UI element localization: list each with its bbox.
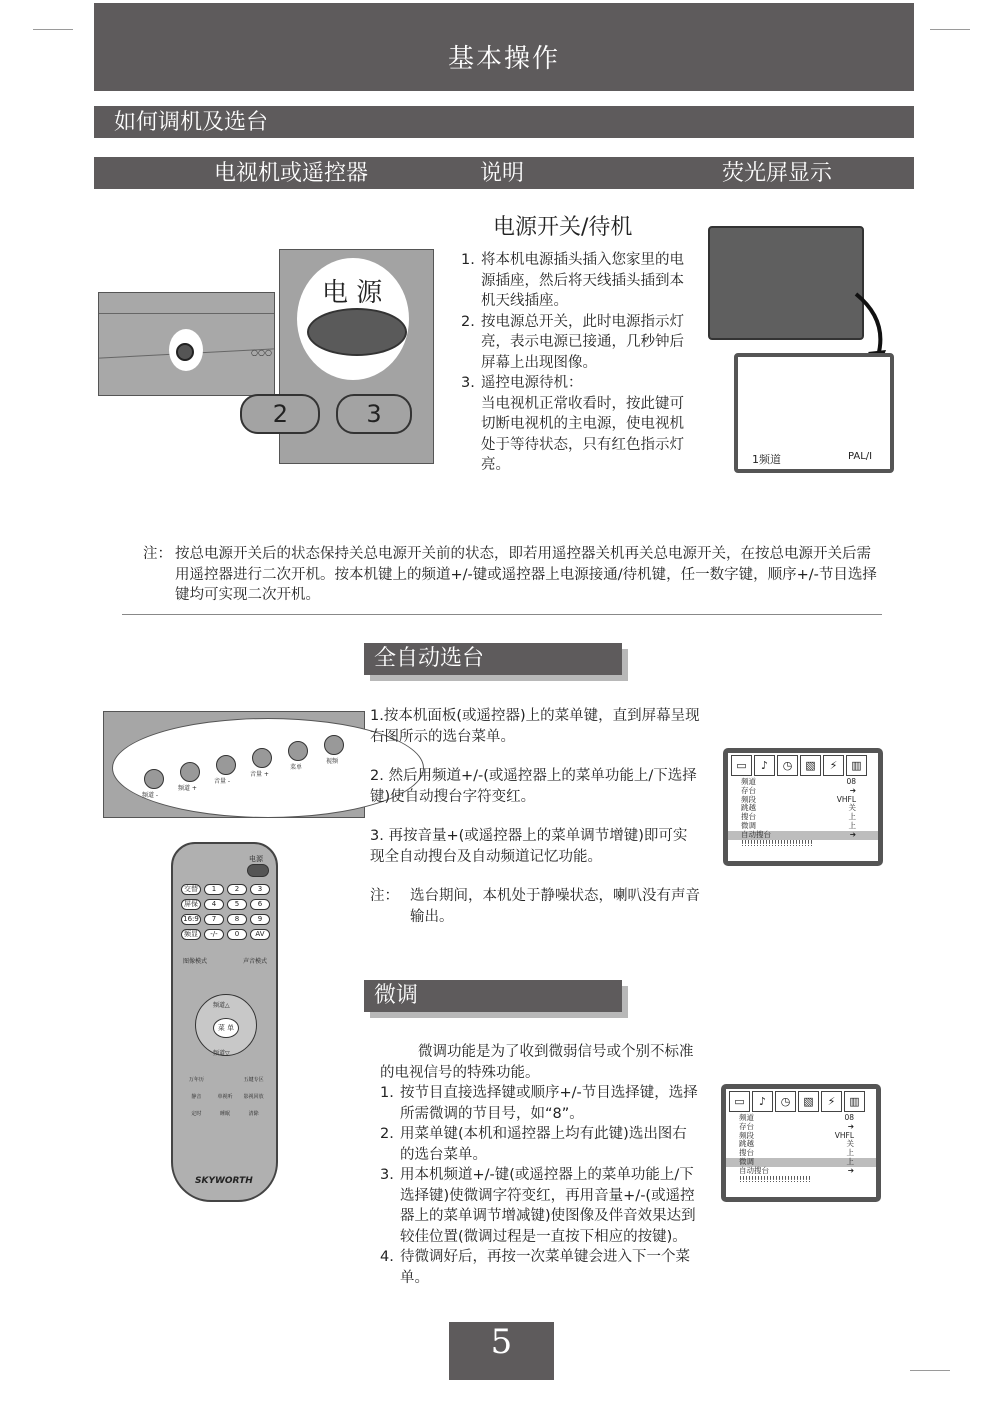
osd-row: 搜台 上 <box>739 1148 854 1158</box>
fine-tune-intro: 微调功能是为了收到微弱信号或个别不标准的电视信号的特殊功能。 <box>380 1044 694 1081</box>
panel-video-button[interactable] <box>324 735 344 755</box>
music-icon: ♪ <box>754 755 775 776</box>
auto-tune-instructions <box>370 706 700 927</box>
crop-mark <box>33 29 73 30</box>
list-item: 2. 用菜单键(本机和遥控器上均有此键)选出图右的选台菜单。 <box>380 1126 687 1163</box>
power-switch-icon <box>176 343 194 361</box>
column-screen-display: 荧光屏显示 <box>722 161 833 186</box>
remote-number-keys: 交替 1 2 3 屏保 4 5 6 16:9 7 8 9 频显 -/- 0 AV <box>181 884 269 940</box>
signal-icon: ⚡ <box>821 1091 842 1112</box>
remote-closeup-image <box>272 249 434 464</box>
picture-icon: ▧ <box>800 755 821 776</box>
page-title: 基本操作 <box>447 44 560 74</box>
clock-icon: ◷ <box>775 1091 796 1112</box>
screen-on-image <box>734 353 894 473</box>
osd-menu-auto-tune <box>723 748 883 866</box>
crop-mark <box>930 29 970 30</box>
osd-row: 存台 ➔ <box>739 1121 854 1131</box>
fine-tune-instructions <box>380 1042 698 1288</box>
remote-menu-key[interactable]: 菜 单 <box>213 1018 239 1038</box>
osd-row: 跳越 关 <box>739 1139 854 1149</box>
fine-tune-heading: 微调 <box>364 980 622 1012</box>
list-item: 2. 按电源总开关，此时电源指示灯亮，表示电源已接通，几秒钟后屏幕上出现图像。 <box>461 313 684 371</box>
panel-channel-up-button[interactable] <box>180 762 200 782</box>
tv-icon: ▭ <box>731 755 752 776</box>
list-item: 3. 再按音量+(或遥控器上的菜单调节增键)即可实现全自动搜台及自动频道记忆功能。 <box>370 828 688 865</box>
note-paragraph: 注： 按总电源开关后的状态保持关总电源开关前的状态，即若用遥控器关机再关总电源开关，在按总电源开关后需用遥控器进行二次开机。按本机键上的频道+/-键或遥控器上电源接通/待机键，任一数字键，顺序+/-节目选择键均可实现二次开机。 <box>143 546 877 603</box>
remote-power-key[interactable] <box>247 864 269 877</box>
power-heading: 电源开关/待机 <box>493 215 633 240</box>
osd-menu-fine-tune <box>721 1084 881 1202</box>
list-item: 4. 待微调好后，再按一次菜单键会进入下一个菜单。 <box>380 1249 690 1286</box>
tv-panel-buttons-image: 频道 - 频道 + 音量 - 音量 + 菜单 视频 <box>103 711 365 818</box>
level-icon: ▥ <box>844 1091 865 1112</box>
osd-row-highlighted: 微调 上 <box>726 1158 876 1167</box>
column-tv-remote: 电视机或遥控器 <box>214 161 369 186</box>
auto-tune-heading: 全自动选台 <box>364 643 622 675</box>
panel-volume-down-button[interactable] <box>216 755 236 775</box>
list-item: 2. 然后用频道+/-(或遥控器上的菜单功能上/下选择键)使自动搜台字符变红。 <box>370 768 697 805</box>
signal-icon: ⚡ <box>823 755 844 776</box>
list-item: 1.按本机面板(或遥控器)上的菜单键，直到屏幕呈现右图所示的选台菜单。 <box>370 708 700 745</box>
osd-row: 频段 VHFL <box>741 794 856 804</box>
page-number-box <box>449 1322 554 1380</box>
section-title: 如何调机及选台 <box>94 106 914 138</box>
remote-power-button[interactable] <box>307 308 407 356</box>
osd-row-highlighted: 自动搜台 ➔ <box>728 831 878 840</box>
panel-volume-up-button[interactable] <box>252 748 272 768</box>
list-item: 3. 用本机频道+/-键(或遥控器上的菜单功能上/下选择键)使微调字符变红，再用音量+/-(或遥控器上的菜单调节增减键)使图像及伴音效果达到较佳位置(微调过程是一直按下相应的按键)。 <box>380 1167 696 1245</box>
picture-icon: ▧ <box>798 1091 819 1112</box>
tv-front-panel-image: ○○○ <box>98 292 275 396</box>
auto-tune-note: 注： 选台期间，本机处于静噪状态，喇叭没有声音输出。 <box>370 888 700 925</box>
osd-bar: !!!!!!!!!!!!!!!!!!!!!!!! <box>739 1174 812 1184</box>
osd-row: 跳越 关 <box>741 803 856 813</box>
osd-row: 搜台 上 <box>741 812 856 822</box>
osd-row: 自动搜台 ➔ <box>739 1165 854 1175</box>
music-icon: ♪ <box>752 1091 773 1112</box>
screen-system-label: PAL/I <box>848 451 873 462</box>
osd-row: 微调 上 <box>741 820 856 830</box>
page-header <box>94 3 914 91</box>
list-item: 1. 按节目直接选择键或顺序+/-节目选择键，选择所需微调的节目号，如“8”。 <box>380 1085 698 1122</box>
level-icon: ▥ <box>846 755 867 776</box>
column-description: 说明 <box>480 161 525 186</box>
page-number: 5 <box>490 1322 513 1362</box>
osd-row: 存台 ➔ <box>741 785 856 795</box>
remote-brand-logo: SKYWORTH <box>195 1176 253 1186</box>
osd-row: 频道 08 <box>741 777 856 786</box>
remote-key-2[interactable]: 2 <box>240 394 320 434</box>
osd-row: 频段 VHFL <box>739 1130 854 1140</box>
screen-channel-label: 1频道 <box>752 453 781 466</box>
power-instructions <box>461 250 685 476</box>
osd-row: 频道 08 <box>739 1113 854 1122</box>
tv-icon: ▭ <box>729 1091 750 1112</box>
screen-off-image <box>708 226 864 340</box>
panel-channel-down-button[interactable] <box>144 769 164 789</box>
remote-key-3[interactable]: 3 <box>336 394 412 434</box>
power-label: 电 源 <box>322 278 383 308</box>
standby-description: 当电视机正常收看时，按此键可切断电视机的主电源，使电视机处于等待状态，只有红色指示灯亮。 <box>481 395 684 473</box>
remote-control-image: 电源 交替 1 2 3 屏保 4 5 6 16:9 7 8 9 频显 -/- 0 AV 图像模式 声音模式 频道△ 菜 单 频道▽ 万年历 五键专区 静音 单视听 影视回放 定时 睡眠 清除 SKYWORTH <box>171 842 278 1202</box>
osd-bar: !!!!!!!!!!!!!!!!!!!!!!!! <box>741 838 814 848</box>
list-item: 3. 遥控电源待机： <box>461 375 583 391</box>
panel-menu-button[interactable] <box>288 741 308 761</box>
list-item: 1. 将本机电源插头插入您家里的电源插座，然后将天线插头插到本机天线插座。 <box>461 252 684 309</box>
divider <box>122 614 882 615</box>
crop-mark <box>910 1370 950 1371</box>
clock-icon: ◷ <box>777 755 798 776</box>
column-header <box>94 157 914 189</box>
